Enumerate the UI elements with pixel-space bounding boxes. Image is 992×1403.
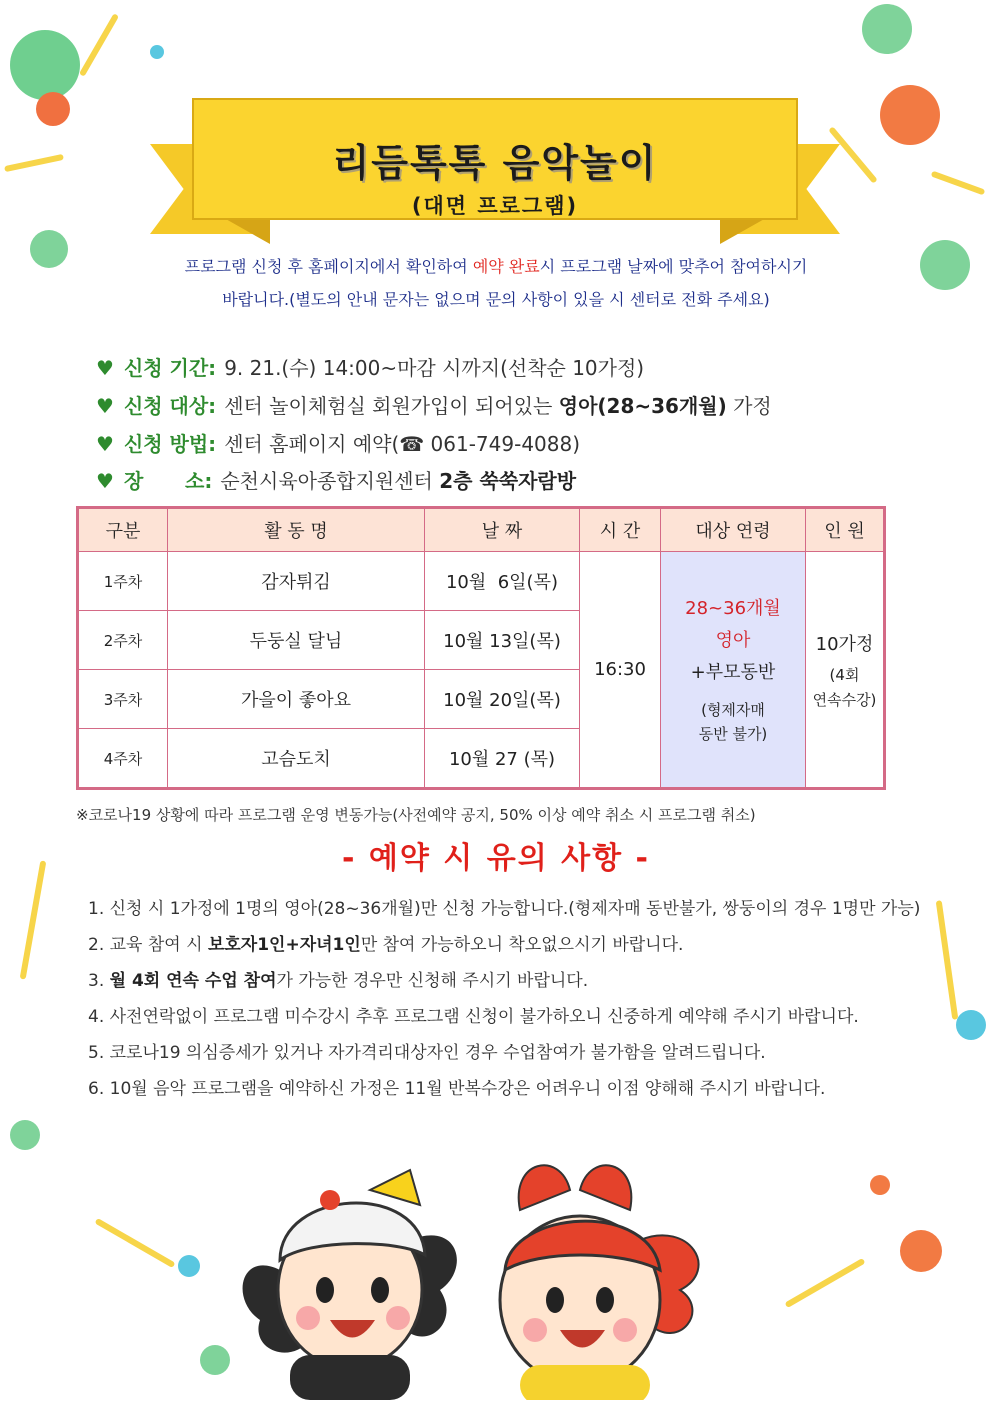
title-banner — [150, 98, 840, 258]
decor-ray — [936, 900, 959, 1020]
header-week: 구분 — [78, 508, 168, 552]
people-note: (4회 — [829, 665, 860, 684]
rule-bold: 보호자1인+자녀1인 — [207, 935, 361, 955]
age-range: 28~36개월 — [685, 597, 781, 619]
info-value: 9. 21.(수) 14:00~마감 시까지(선착순 10가정) — [224, 356, 645, 380]
cell-week: 1주차 — [78, 552, 168, 611]
cell-activity: 고슴도치 — [168, 729, 425, 789]
table-row — [78, 552, 885, 611]
caution-title: - 예약 시 유의 사항 - — [342, 841, 650, 876]
table-header-row — [78, 508, 885, 552]
decor-dot-blue — [178, 1255, 200, 1277]
cell-date: 10월 13일(목) — [425, 611, 580, 670]
heart-icon: ♥ — [96, 356, 114, 380]
info-value: 센터 홈페이지 예약(☎ 061-749-4088) — [224, 432, 581, 456]
rule-text: 만 참여 가능하오니 착오없으시기 바랍니다. — [360, 935, 684, 955]
rule-item: 4. 사전연락없이 프로그램 미수강시 추후 프로그램 신청이 불가하오니 신중하게 예약해 주시기 바랍니다. — [88, 1007, 859, 1027]
header-time: 시 간 — [580, 508, 661, 552]
decor-dot-blue — [956, 1010, 986, 1040]
rule-item — [88, 930, 683, 955]
age-group: 영아 — [715, 629, 751, 651]
decor-dot-orange — [900, 1230, 942, 1272]
decor-ray — [20, 860, 47, 979]
rule-item: 1. 신청 시 1가정에 1명의 영아(28~36개월)만 신청 가능합니다.(형제자매 동반불가, 쌍둥이의 경우 1명만 가능) — [88, 899, 921, 919]
header-activity: 활 동 명 — [168, 508, 425, 552]
notice-text: 프로그램 신청 후 홈페이지에서 확인하여 — [184, 257, 473, 276]
info-label: 신청 방법: — [123, 432, 217, 456]
cell-activity: 감자튀김 — [168, 552, 425, 611]
heart-icon: ♥ — [96, 394, 114, 418]
crab-kid-illustration — [500, 1165, 699, 1400]
rule-text: 2. 교육 참여 시 — [88, 935, 208, 955]
rule-bold: 월 4회 연속 수업 참여 — [109, 971, 277, 991]
info-target — [96, 390, 772, 419]
cell-week: 3주차 — [78, 670, 168, 729]
page-subtitle: (대면 프로그램) — [411, 194, 579, 218]
info-value-bold: 2층 쑥쑥자람방 — [439, 469, 577, 493]
header-date: 날 짜 — [425, 508, 580, 552]
cell-age — [661, 552, 806, 789]
decor-dot-orange — [870, 1175, 890, 1195]
kids-illustration — [220, 1150, 740, 1400]
cell-date: 10월 20일(목) — [425, 670, 580, 729]
info-value: 순천시육아종합지원센터 — [220, 469, 440, 493]
cell-date: 10월 27 (목) — [425, 729, 580, 789]
cell-activity: 두둥실 달님 — [168, 611, 425, 670]
chicken-kid-illustration — [243, 1170, 457, 1400]
notice-highlight: 예약 완료 — [472, 257, 540, 276]
header-people: 인 원 — [806, 508, 885, 552]
decor-dot-blue — [150, 45, 164, 59]
decor-ray — [931, 171, 986, 196]
heart-icon: ♥ — [96, 469, 114, 493]
decor-dot-green — [10, 1120, 40, 1150]
decor-dot-orange — [36, 92, 70, 126]
decor-dot-green — [10, 30, 80, 100]
notice-line-1 — [0, 254, 992, 277]
rule-text: 3. — [88, 971, 110, 991]
cell-week: 4주차 — [78, 729, 168, 789]
age-parent: +부모동반 — [690, 661, 776, 683]
decor-dot-green — [862, 4, 912, 54]
rule-item: 6. 10월 음악 프로그램을 예약하신 가정은 11월 반복수강은 어려우니 이점 양해해 주시기 바랍니다. — [88, 1079, 826, 1099]
cell-people — [806, 552, 885, 789]
age-note: 동반 불가) — [698, 724, 768, 743]
age-note: (형제자매 — [701, 700, 765, 719]
header-age: 대상 연령 — [661, 508, 806, 552]
info-value: 가정 — [726, 394, 772, 418]
notice-line-2: 바랍니다.(별도의 안내 문자는 없으며 문의 사항이 있을 시 센터로 전화 주세요) — [222, 290, 770, 309]
info-label: 신청 기간: — [123, 356, 217, 380]
cell-time: 16:30 — [580, 552, 661, 789]
ribbon-main — [192, 98, 798, 220]
people-count: 10가정 — [815, 633, 874, 655]
info-value-bold: 영아(28~36개월) — [558, 394, 727, 418]
schedule-table — [76, 506, 886, 790]
people-note: 연속수강) — [812, 690, 877, 709]
corona-note: ※코로나19 상황에 따라 프로그램 운영 변동가능(사전예약 공지, 50% 이상 예약 취소 시 프로그램 취소) — [76, 806, 756, 824]
cell-week: 2주차 — [78, 611, 168, 670]
rule-item: 5. 코로나19 의심증세가 있거나 자가격리대상자인 경우 수업참여가 불가함을 알려드립니다. — [88, 1043, 766, 1063]
decor-ray — [785, 1258, 866, 1308]
info-value: 센터 놀이체험실 회원가입이 되어있는 — [224, 394, 559, 418]
decor-dot-orange — [880, 85, 940, 145]
rule-item — [88, 966, 588, 991]
rule-text: 가 가능한 경우만 신청해 주시기 바랍니다. — [276, 971, 589, 991]
info-place — [96, 465, 576, 494]
info-period — [96, 352, 644, 381]
cell-date: 10월 6일(목) — [425, 552, 580, 611]
cell-activity: 가을이 좋아요 — [168, 670, 425, 729]
info-label: 신청 대상: — [123, 394, 217, 418]
info-method — [96, 428, 580, 457]
decor-ray — [95, 1218, 176, 1268]
decor-ray — [79, 13, 119, 77]
decor-ray — [4, 154, 64, 172]
page-title: 리듬톡톡 음악놀이 — [332, 141, 658, 185]
heart-icon: ♥ — [96, 432, 114, 456]
notice-text: 시 프로그램 날짜에 맞추어 참여하시기 — [539, 257, 808, 276]
info-label: 장 소: — [123, 469, 213, 493]
